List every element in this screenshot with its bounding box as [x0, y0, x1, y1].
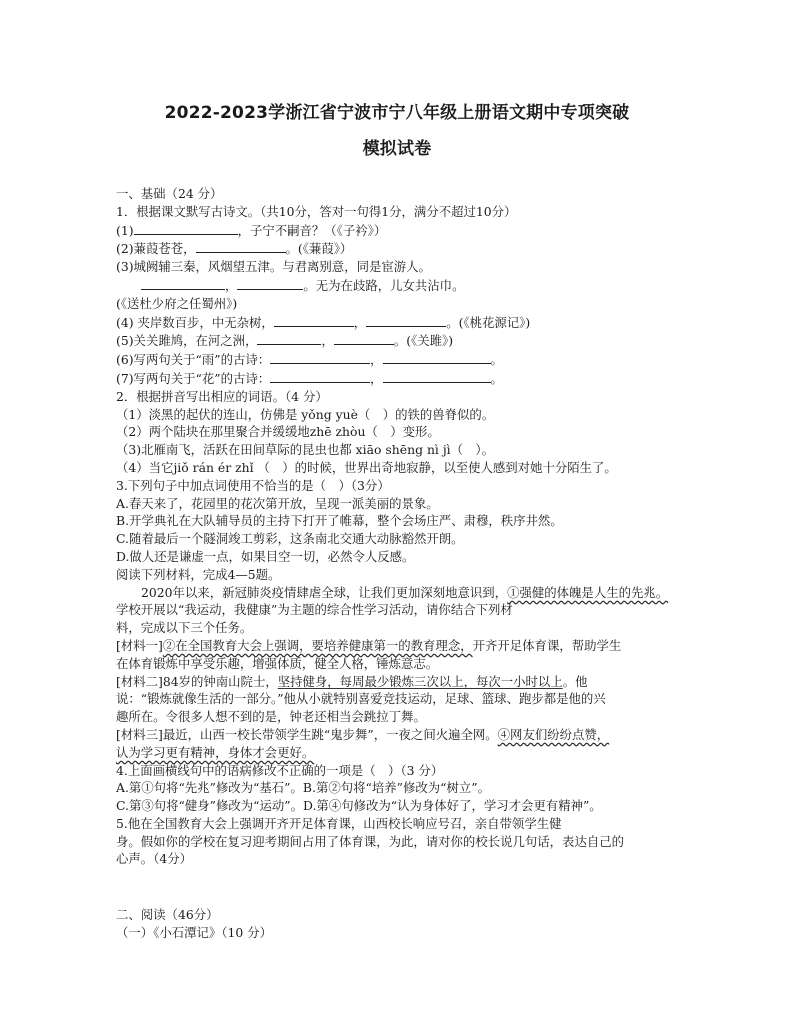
- spacer: [116, 868, 686, 898]
- q2-item-1: （1）淡黑的起伏的连山，仿佛是 yǒng yuè（ ）的铁的兽脊似的。: [116, 406, 495, 422]
- answer-blank: [274, 313, 354, 327]
- q4-options-ab: A.第①句将“先兆”修改为“基石”。B.第②句将“培养”修改为“树立”。: [116, 780, 490, 796]
- q1-line-1: (1) ，子宁不嗣音？（《子衿》）: [116, 222, 387, 238]
- q4-options-cd: C.第③句将“健身”修改为“运动”。D.第④句修改为“认为身体好了，学习才会更有精神”。: [116, 798, 602, 814]
- q3-option-c: C.随着最后一个隧洞竣工剪彩，这条南北交通大动脉豁然开朗。: [116, 531, 464, 547]
- q1-line-4: (4) 夹岸数百步，中无杂树， ， 。(《桃花源记》): [116, 314, 531, 330]
- underlined-sentence-2: ②在全国教育大会上强调，要培养健康第一的教育理念，: [162, 637, 473, 653]
- exam-title: 2022-2023学浙江省宁波市宁八年级上册语文期中专项突破: [164, 103, 630, 123]
- answer-blank: [141, 276, 225, 290]
- answer-blank: [383, 369, 491, 383]
- answer-blank: [366, 313, 446, 327]
- question-3-stem: 3.下列句子中加点词使用不恰当的是（ ）（3分）: [116, 477, 390, 493]
- q1-line-3c: (《送杜少府之任蜀州》): [116, 295, 238, 311]
- section-2-sub: （一）《小石潭记》（10 分）: [116, 925, 272, 941]
- q2-item-2: （2）两个陆块在那里聚合并缓缓地zhē zhòu（ ）变形。: [116, 424, 440, 440]
- section-2-heading: 二、阅读（46分）: [116, 907, 219, 923]
- q3-option-a: A.春天来了，花园里的花次第开放，呈现一派美丽的景象。: [116, 495, 439, 511]
- q3-option-d: D.做人还是谦虚一点，如果目空一切，必然令人反感。: [116, 548, 415, 564]
- q1-line-3: (3)城阙辅三秦，风烟望五津。与君离别意，同是宦游人。: [116, 259, 431, 275]
- answer-blank: [383, 350, 491, 364]
- q2-item-4: （4）当它jiǒ rán ér zhǐ （ ）的时候，世界出奇地寂静，以至使人感到对她十分陌生了。: [116, 459, 617, 475]
- material-3b: [116, 744, 686, 762]
- q1-line-3b: ， 。无为在歧路，儿女共沾巾。: [116, 276, 686, 295]
- answer-blank: [134, 221, 238, 235]
- answer-blank: [270, 350, 370, 364]
- underlined-sentence-1: ①强健的体魄是人生的先兆。: [507, 584, 669, 600]
- question-5-line-2: 身。假如你的学校在复习迎考期间占用了体育课，为此，请对你的校长说几句话，表达自己的: [116, 833, 625, 849]
- exam-body: [116, 185, 686, 942]
- question-1-stem: 1．根据课文默写古诗文。（共10分，答对一句得1分，满分不超过10分）: [116, 203, 517, 219]
- answer-blank: [196, 239, 286, 253]
- q1-line-6: (6)写两句关于“雨”的古诗： ， 。: [116, 352, 503, 368]
- exam-subtitle: 模拟试卷: [362, 139, 432, 159]
- question-5-line-1: 5.他在全国教育大会上强调开齐开足体育课，山西校长响应号召，亲自带领学生健: [116, 815, 562, 831]
- material-2b: 说：“锻炼就像生活的一部分。”他从小就特别喜爱竞技运动，足球、篮球、跑步都是他的兴: [116, 691, 606, 707]
- question-5-line-3: 心声。（4分）: [116, 851, 193, 867]
- underlined-sentence-4b: 认为学习更有精神，身体才会更好。: [116, 744, 315, 760]
- q2-item-3: （3)北雁南飞，活跃在田间草际的昆虫也都 xiāo shēng nì jì（ ）。: [116, 442, 494, 458]
- underlined-sentence-4: ④网友们纷纷点赞，: [497, 726, 610, 742]
- material-2: [材料二]84岁的钟南山院士，坚持健身，每周最少锻炼三次以上，每次一小时以上。他: [116, 673, 588, 689]
- q1-line-7: (7)写两句关于“花”的古诗： ， 。: [116, 370, 503, 386]
- material-1: [材料一]②在全国教育大会上强调，要培养健康第一的教育理念，开齐开足体育课，帮助学生: [116, 637, 622, 653]
- answer-blank: [334, 331, 394, 345]
- answer-blank: [257, 331, 321, 345]
- reading-para-1c: 料，完成以下三个任务。: [116, 620, 253, 636]
- q1-line-5: (5)关关雎鸠，在河之洲， ， 。(《关雎》): [116, 333, 454, 349]
- q1-line-2: (2)蒹葭苍苍， 。(《蒹葭》）: [116, 241, 353, 257]
- reading-para-1b: 学校开展以“我运动，我健康”为主题的综合性学习活动，请你结合下列材: [116, 602, 513, 618]
- answer-blank: [237, 276, 303, 290]
- material-2c: 趣所在。令很多人想不到的是，钟老还相当会跳拉丁舞。: [116, 709, 426, 725]
- section-1-heading: 一、基础（24 分）: [116, 186, 223, 201]
- question-4-stem: 4.上面画横线句中的语病修改不正确的一项是（ ）（3 分）: [116, 762, 444, 778]
- spacer: [116, 898, 686, 906]
- material-1b: 在体育锻炼中享受乐趣，增强体质，健全人格，锤炼意志。: [116, 655, 439, 671]
- underlined-sentence-3: 坚持健身，每周最少锻炼三次以上，每次一小时以上: [277, 673, 563, 689]
- q3-option-b: B.开学典礼在大队辅导员的主持下打开了帷幕，整个会场庄严、肃穆，秩序井然。: [116, 513, 563, 529]
- question-2-stem: 2．根据拼音写出相应的词语。（4 分）: [116, 388, 328, 404]
- reading-para-1: 2020年以来，新冠肺炎疫情肆虐全球，让我们更加深刻地意识到，①强健的体魄是人生的先兆。: [141, 584, 669, 600]
- answer-blank: [270, 369, 370, 383]
- reading-intro: 阅读下列材料，完成4—5题。: [116, 566, 281, 582]
- material-3: [材料三]最近，山西一校长带领学生跳“鬼步舞”，一夜之间火遍全网。④网友们纷纷点赞，: [116, 726, 610, 742]
